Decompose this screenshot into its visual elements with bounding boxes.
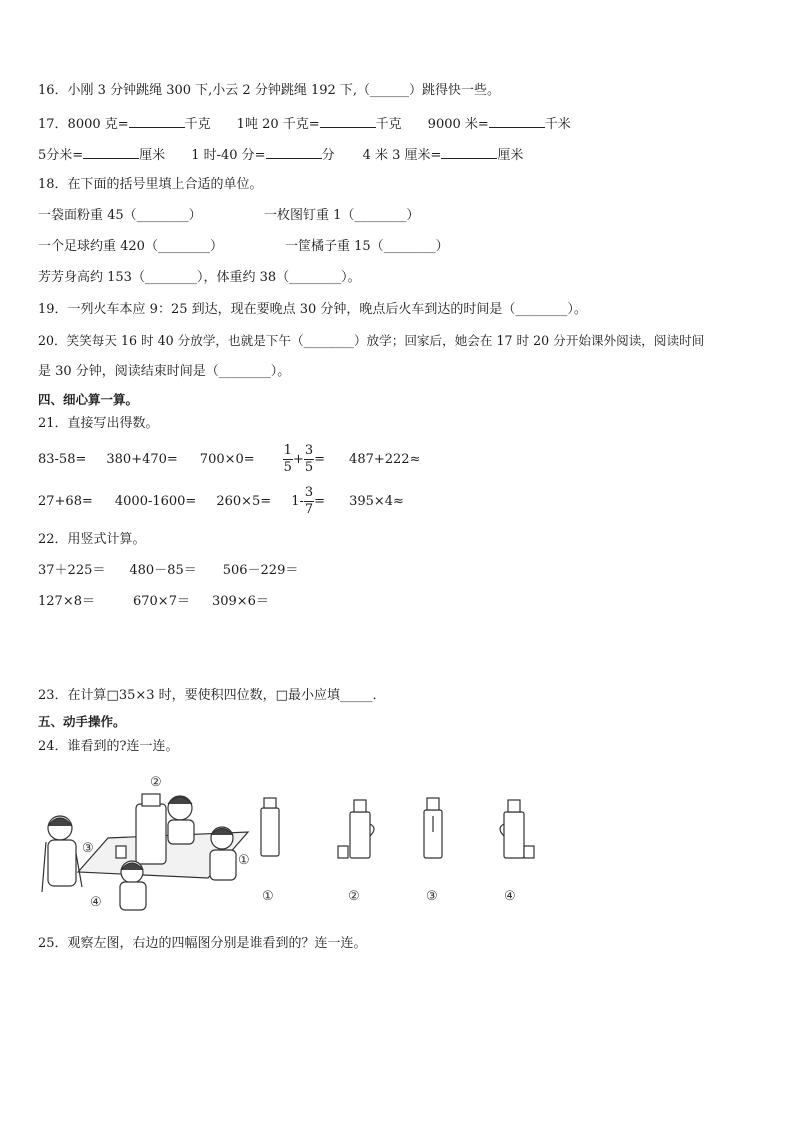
- position-label-2: ②: [150, 775, 162, 790]
- calc-item: 380+470=: [106, 452, 178, 467]
- position-label-3: ③: [82, 841, 94, 856]
- answer-blank[interactable]: [441, 144, 497, 159]
- calc-item: 487+222≈: [349, 452, 421, 467]
- view-1-flask: [261, 798, 279, 856]
- calc-item: 4000-1600=: [114, 494, 197, 509]
- question-21-row1: [38, 436, 420, 484]
- question-18-row1b: 一枚图钉重 1（________）: [264, 208, 420, 223]
- scene-drawing: [42, 794, 248, 910]
- answer-blank[interactable]: [129, 113, 185, 128]
- question-20-line2: 是 30 分钟，阅读结束时间是（________）。: [38, 364, 291, 379]
- view-label-4: ④: [504, 889, 516, 904]
- answer-blank[interactable]: [489, 113, 545, 128]
- answer-blank[interactable]: [320, 113, 376, 128]
- answer-blank[interactable]: [266, 144, 322, 159]
- fraction-three-sevenths: $\frac{3}{7}$: [304, 485, 314, 517]
- fraction-one-fifth: $\frac{1}{5}$: [283, 443, 292, 475]
- view-label-3: ③: [426, 889, 438, 904]
- q17-item: 1 时-40 分=: [191, 148, 266, 163]
- calc-item: 27+68=: [38, 494, 93, 509]
- calc-item: 37＋225＝: [38, 563, 106, 578]
- plus-sign: +: [292, 452, 304, 467]
- question-16: 16．小刚 3 分钟跳绳 300 下,小云 2 分钟跳绳 192 下,（______）跳得快一些。: [38, 83, 501, 98]
- q17-item: 5分米=: [38, 148, 84, 163]
- question-21-row2: [38, 478, 404, 526]
- position-label-1: ①: [238, 853, 250, 868]
- question-22-row2: [38, 592, 269, 612]
- question-21-title: 21．直接写出得数。: [38, 416, 159, 431]
- question-18-row2a: 一个足球约重 420（________）: [38, 239, 223, 254]
- q17-item: 9000 米=: [427, 117, 489, 132]
- calc-item: 83-58=: [38, 452, 87, 467]
- q17-unit: 千克: [375, 117, 402, 132]
- question-18-row2b: 一筐橘子重 15（________）: [285, 239, 449, 254]
- view-label-1: ①: [262, 889, 274, 904]
- question-17-row2: [38, 144, 523, 166]
- equals-sign: =: [314, 494, 326, 509]
- question-23: 23．在计算□35×3 时，要使积四位数，□最小应填_____．: [38, 688, 386, 703]
- calc-item: 395×4≈: [349, 494, 404, 509]
- q17-unit: 分: [321, 148, 335, 163]
- question-25: 25．观察左图，右边的四幅图分别是谁看到的？连一连。: [38, 936, 367, 951]
- q17-unit: 厘米: [497, 148, 524, 163]
- q17-item: 8000 克=: [67, 117, 129, 132]
- calc-item: 506－229＝: [222, 563, 299, 578]
- q17-unit: 厘米: [139, 148, 166, 163]
- answer-blank[interactable]: [83, 144, 139, 159]
- q17-unit: 千米: [544, 117, 571, 132]
- calc-item: 700×0=: [199, 452, 255, 467]
- question-22-title: 22．用竖式计算。: [38, 532, 146, 547]
- question-17-row1: [38, 113, 571, 135]
- q17-item: 4 米 3 厘米=: [362, 148, 442, 163]
- view-4-flask: [500, 800, 534, 858]
- question-18-title: 18．在下面的括号里填上合适的单位。: [38, 177, 263, 192]
- section-5-heading: 五、动手操作。: [38, 714, 126, 729]
- q17-number: 17．: [38, 117, 68, 132]
- view-2-flask: [338, 800, 374, 858]
- calc-item: 670×7＝: [132, 594, 190, 609]
- view-label-2: ②: [348, 889, 360, 904]
- minus-expression: 1-: [291, 494, 304, 509]
- q17-item: 1吨 20 千克=: [236, 117, 320, 132]
- question-22-row1: [38, 561, 298, 581]
- observation-figure: [38, 772, 558, 914]
- question-19: 19．一列火车本应 9：25 到达，现在要晚点 30 分钟，晚点后火车到达的时间是（________）。: [38, 302, 587, 317]
- view-3-flask: [424, 798, 442, 858]
- calc-item: 260×5=: [216, 494, 272, 509]
- position-label-4: ④: [90, 895, 102, 910]
- question-18-row1a: 一袋面粉重 45（________）: [38, 208, 202, 223]
- section-4-heading: 四、细心算一算。: [38, 392, 139, 407]
- calc-item: 480－85＝: [129, 563, 197, 578]
- question-20-line1: 20．笑笑每天 16 时 40 分放学，也就是下午（________）放学；回家后，她会在 17 时 20 分开始课外阅读，阅读时间: [38, 333, 705, 348]
- calc-item: 127×8＝: [38, 594, 95, 609]
- q17-unit: 千克: [184, 117, 211, 132]
- question-18-row3: 芳芳身高约 153（________），体重约 38（________）。: [38, 270, 361, 285]
- question-24: 24．谁看到的?连一连。: [38, 739, 179, 754]
- equals-sign: =: [314, 452, 326, 467]
- calc-item: 309×6＝: [211, 594, 269, 609]
- fraction-three-fifths: $\frac{3}{5}$: [304, 443, 314, 475]
